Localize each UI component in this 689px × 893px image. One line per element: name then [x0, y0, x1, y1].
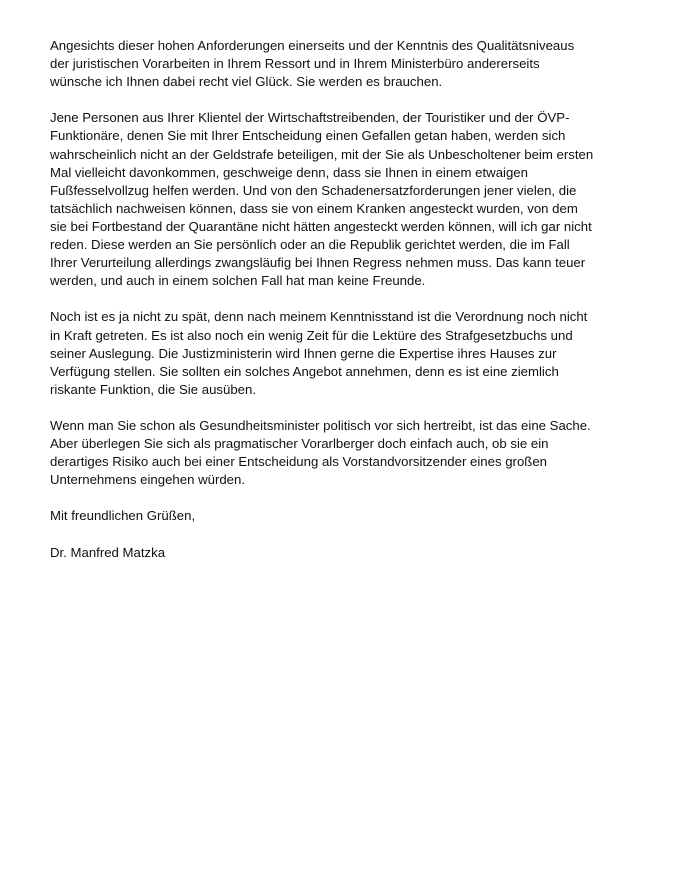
text-line: Funktionäre, denen Sie mit Ihrer Entscheidung einen Gefallen getan haben, werden sich [50, 128, 566, 144]
text-line: der juristischen Vorarbeiten in Ihrem Ressort und in Ihrem Ministerbüro andererseits [50, 56, 540, 72]
text-line: in Kraft getreten. Es ist also noch ein wenig Zeit für die Lektüre des Strafgesetzbuchs und [50, 327, 573, 343]
text-line: Jene Personen aus Ihrer Klientel der Wirtschaftstreibenden, der Touristiker und der ÖVP- [50, 110, 570, 126]
text-line: Unternehmens eingehen würden. [50, 472, 246, 488]
text-line: derartiges Risiko auch bei einer Entscheidung als Vorstandvorsitzender eines großen [50, 454, 548, 470]
text-line: wahrscheinlich nicht an der Geldstrafe beteiligen, mit der Sie als Unbescholtener beim ersten [50, 146, 594, 162]
text-line: Mal vielleicht davonkommen, geschweige denn, dass sie Ihnen in einem etwaigen [50, 164, 528, 180]
text-line: Angesichts dieser hohen Anforderungen einerseits und der Kenntnis des Qualitätsniveaus [50, 38, 575, 53]
signature-name [50, 544, 625, 562]
text-line: Mit freundlichen Grüßen, [50, 508, 196, 524]
text-line: werden, und auch in einem solchen Fall hat man keine Freunde. [50, 273, 426, 289]
text-line: tatsächlich nachweisen können, dass sie von einem Kranken angesteckt wurden, von dem [50, 200, 578, 216]
text-line: Wenn man Sie schon als Gesundheitsminister politisch vor sich hertreibt, ist das eine Sache. [50, 417, 591, 433]
text-line: Noch ist es ja nicht zu spät, denn nach meinem Kenntnisstand ist die Verordnung noch nicht [50, 309, 588, 325]
text-line: seiner Auslegung. Die Justizministerin wird Ihnen gerne die Expertise ihres Hauses zur [50, 345, 557, 361]
text-line: Dr. Manfred Matzka [50, 544, 166, 560]
text-line: sie bei Fortbestand der Quarantäne nicht hätten angesteckt werden können, will ich gar nicht [50, 218, 592, 234]
text-line: Aber überlegen Sie sich als pragmatischer Vorarlberger doch einfach auch, ob sie ein [50, 436, 549, 452]
paragraph-4 [50, 417, 625, 489]
text-line: reden. Diese werden an Sie persönlich oder an die Republik gerichtet werden, die im Fall [50, 237, 570, 253]
text-line: Ihrer Verurteilung allerdings zwangsläufig bei Ihnen Regress nehmen muss. Das kann teuer [50, 255, 586, 271]
paragraph-1 [50, 37, 625, 91]
letter-body [50, 37, 625, 580]
paragraph-2 [50, 109, 625, 290]
paragraph-3 [50, 308, 625, 398]
closing-greeting [50, 507, 625, 525]
text-line: Fußfesselvollzug helfen werden. Und von den Schadenersatzforderungen jener vielen, die [50, 182, 577, 198]
text-line: riskante Funktion, die Sie ausüben. [50, 381, 256, 397]
text-line: Verfügung stellen. Sie sollten ein solches Angebot annehmen, denn es ist eine ziemlich [50, 363, 559, 379]
text-line: wünsche ich Ihnen dabei recht viel Glück. Sie werden es brauchen. [50, 74, 443, 90]
